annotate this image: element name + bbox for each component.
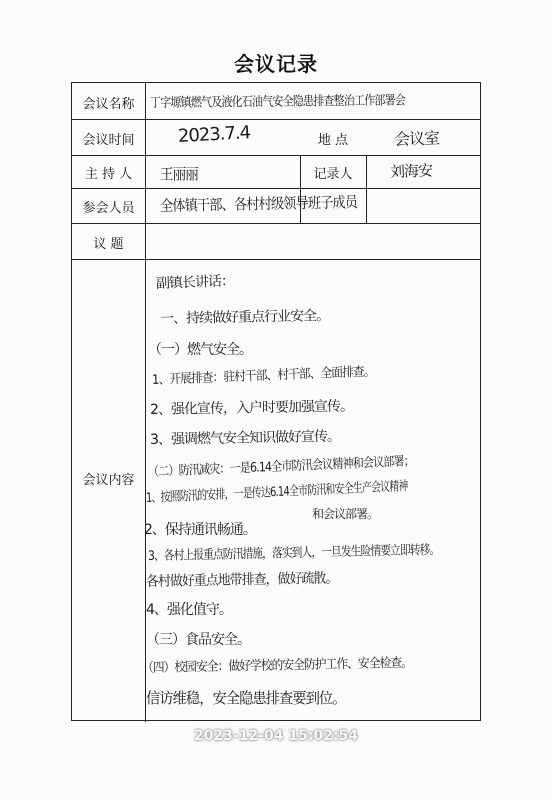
content-line: （四）校园安全：做好学校的安全防护工作、安全检查。 xyxy=(141,655,413,676)
content-line: 和会议部署。 xyxy=(312,507,379,521)
content-line: 4、强化值守。 xyxy=(146,602,232,618)
content-line: （二）防汛减灾：一是6.14全市防汛会议精神和会议部署； xyxy=(147,454,415,480)
row-divider xyxy=(72,155,480,156)
meeting-time-value: 2023.7.4 xyxy=(177,122,251,147)
location-value: 会议室 xyxy=(393,128,440,149)
content-line: 1、按照防汛的安排，一是传达6.14全市防汛和安全生产会议精神 xyxy=(145,478,408,506)
content-line: 3、各村上报重点防汛措施，落实到人，一旦发生险情要立即转移。 xyxy=(147,542,440,564)
attendees-value: 全体镇干部、各村村级领导班子成员 xyxy=(159,193,358,215)
column-divider xyxy=(366,155,367,223)
photo-timestamp: 2023-12-04 15:02:54 xyxy=(193,728,359,744)
location-label: 地 点 xyxy=(317,133,349,148)
topic-label: 议 题 xyxy=(93,237,124,252)
meeting-name-label: 会议名称 xyxy=(82,97,135,112)
row-divider xyxy=(72,188,480,189)
label-column-divider xyxy=(145,83,146,722)
content-line: 一、持续做好重点行业安全。 xyxy=(159,308,330,327)
meeting-name-value: 丁字塬镇燃气及液化石油气安全隐患排查整治工作部署会 xyxy=(149,93,406,111)
host-label: 主 持 人 xyxy=(84,167,133,182)
content-line: （一）燃气安全。 xyxy=(148,342,252,358)
host-value: 王丽丽 xyxy=(160,165,198,183)
row-divider xyxy=(72,119,480,120)
document-title: 会议记录 xyxy=(234,52,318,76)
meeting-time-label: 会议时间 xyxy=(82,133,135,148)
row-divider xyxy=(72,259,480,260)
content-line: 3、强调燃气安全知识做好宣传。 xyxy=(149,428,341,448)
content-line: 2、强化宣传，入户时要加强宣传。 xyxy=(149,398,354,418)
content-line: 副镇长讲话： xyxy=(155,273,235,292)
recorder-label: 记录人 xyxy=(313,167,353,182)
attendees-label: 参会人员 xyxy=(82,201,135,216)
content-line: 信访维稳，安全隐患排查要到位。 xyxy=(146,689,346,707)
row-divider xyxy=(72,223,480,224)
content-line: 2、保持通讯畅通。 xyxy=(144,522,256,538)
recorder-value: 刘海安 xyxy=(389,161,433,181)
content-label: 会议内容 xyxy=(82,473,135,488)
content-line: 各村做好重点地带排查，做好疏散。 xyxy=(145,570,338,590)
content-line: 1、开展排查：驻村干部、村干部、全面排查。 xyxy=(151,364,375,388)
content-line: （三）食品安全。 xyxy=(146,632,250,648)
meeting-record-form xyxy=(71,82,481,721)
